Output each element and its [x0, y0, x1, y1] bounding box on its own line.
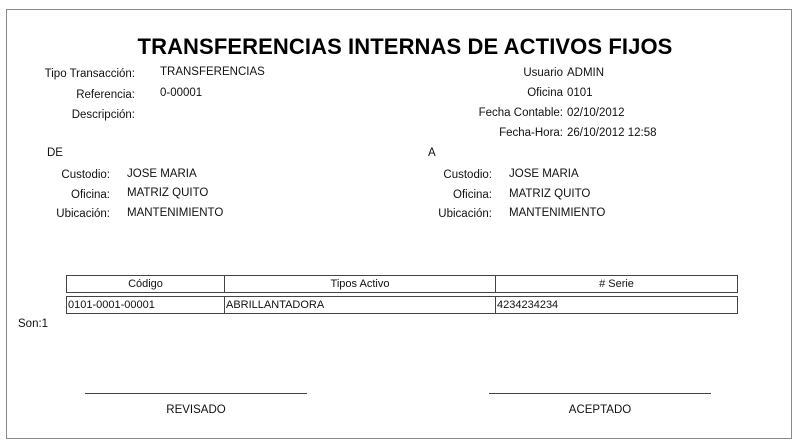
- cell-codigo: 0101-0001-00001: [67, 297, 225, 314]
- table-row: [67, 297, 738, 314]
- from-custodio-value: JOSE MARIA: [127, 168, 197, 180]
- assets-table: [66, 296, 738, 314]
- aceptado-label: ACEPTADO: [568, 404, 632, 416]
- aceptado-signature-line: [489, 393, 711, 394]
- cell-tipo-activo: ABRILLANTADORA: [225, 297, 496, 314]
- fecha-hora-label: Fecha-Hora:: [499, 127, 563, 139]
- referencia-value: 0-00001: [160, 87, 203, 99]
- header-codigo: Código: [67, 276, 225, 293]
- to-custodio-value: JOSE MARIA: [509, 168, 579, 180]
- revisado-label: REVISADO: [166, 404, 226, 416]
- cell-serie: 4234234234: [496, 297, 738, 314]
- to-ubicacion-value: MANTENIMIENTO: [509, 207, 606, 219]
- from-custodio-label: Custodio:: [61, 169, 110, 181]
- to-oficina-label: Oficina:: [453, 189, 492, 201]
- usuario-label: Usuario: [523, 67, 563, 79]
- referencia-label: Referencia:: [76, 89, 135, 101]
- from-oficina-label: Oficina:: [71, 189, 110, 201]
- to-heading: A: [428, 147, 436, 159]
- fecha-hora-value: 26/10/2012 12:58: [567, 127, 657, 139]
- header-tipos-activo: Tipos Activo: [225, 276, 496, 293]
- usuario-value: ADMIN: [567, 67, 605, 79]
- fecha-contable-value: 02/10/2012: [567, 107, 625, 119]
- from-oficina-value: MATRIZ QUITO: [127, 187, 209, 199]
- from-ubicacion-value: MANTENIMIENTO: [127, 207, 224, 219]
- header-serie: # Serie: [496, 276, 738, 293]
- revisado-signature-line: [85, 393, 307, 394]
- to-oficina-value: MATRIZ QUITO: [509, 188, 591, 200]
- tipo-transaccion-value: TRANSFERENCIAS: [160, 66, 265, 78]
- to-custodio-label: Custodio:: [443, 169, 492, 181]
- count-label: Son:1: [18, 318, 49, 330]
- fecha-contable-label: Fecha Contable:: [478, 107, 563, 119]
- oficina-value: 0101: [567, 87, 593, 99]
- descripcion-label: Descripción:: [71, 109, 135, 121]
- assets-table-header: [66, 275, 738, 293]
- oficina-label: Oficina: [527, 87, 563, 99]
- to-ubicacion-label: Ubicación:: [438, 208, 492, 220]
- tipo-transaccion-label: Tipo Transacción:: [44, 68, 135, 80]
- document-title: TRANSFERENCIAS INTERNAS DE ACTIVOS FIJOS: [137, 34, 673, 59]
- from-heading: DE: [47, 147, 63, 159]
- from-ubicacion-label: Ubicación:: [56, 208, 110, 220]
